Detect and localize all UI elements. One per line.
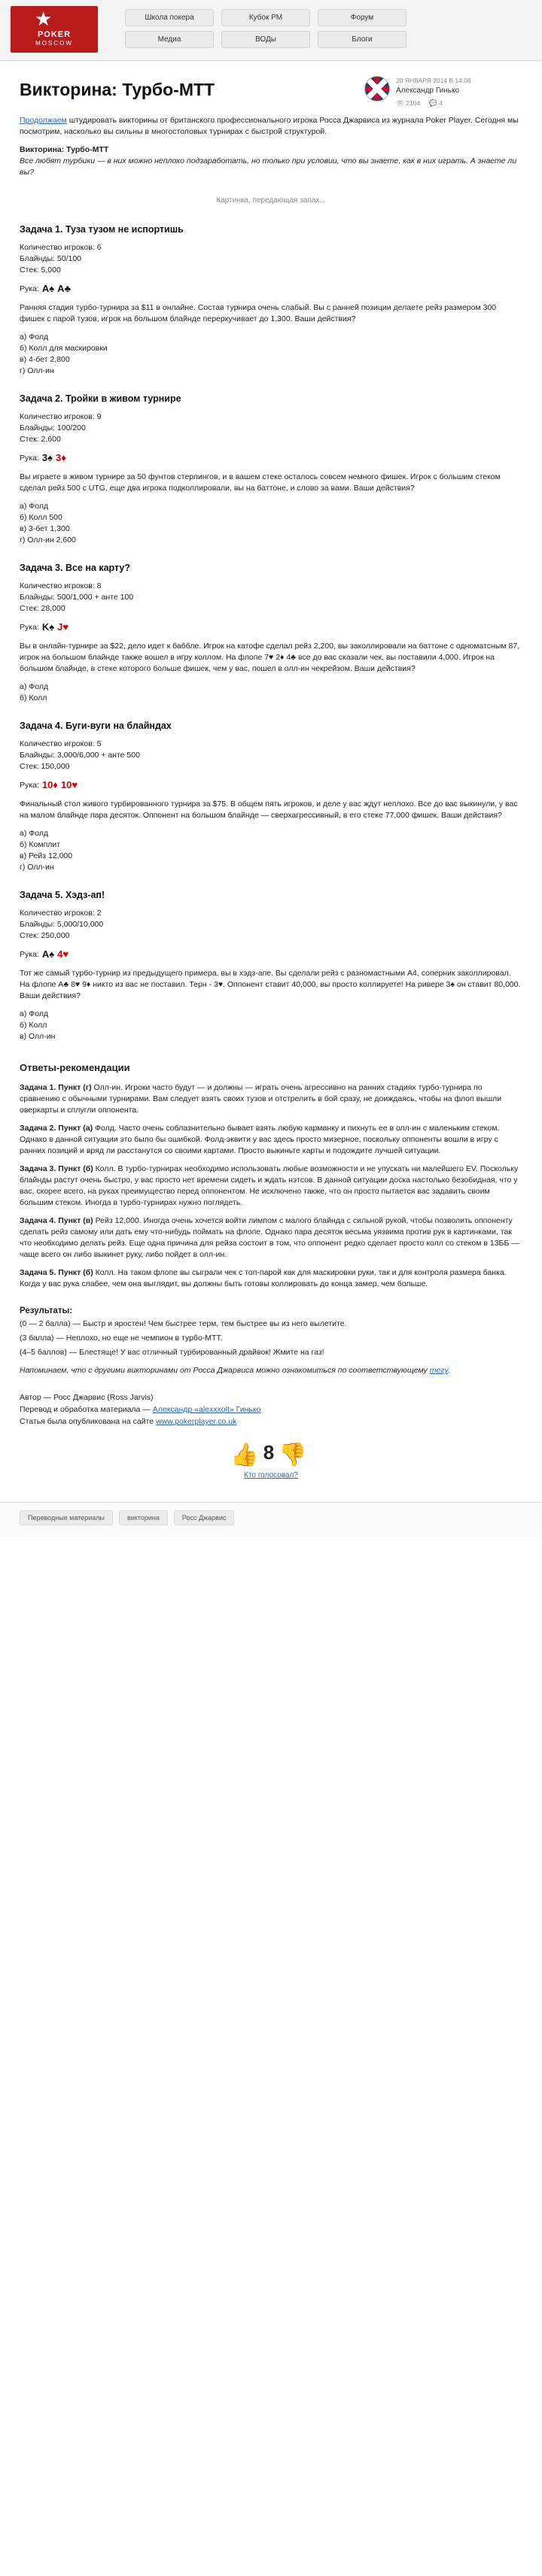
- task-4-stats: [20, 739, 522, 772]
- recommendation-5: [20, 1267, 522, 1290]
- task-5-answer-b[interactable]: б) Колл: [20, 1021, 47, 1030]
- thumbs-up-icon[interactable]: 👍: [230, 1443, 263, 1467]
- hand-label: Рука:: [20, 949, 39, 959]
- tag-ross-jarvis[interactable]: Росс Джарвис: [174, 1510, 235, 1525]
- recommendation-1-text: Олл-ин. Игроки часто будут — и должны — играть очень агрессивно на ранних стадиях турбо-турнира по сравнению с обычными турнирами. Вам следует взять своих тузов и отстрелить в бой сразу, не доиждаясь, чтобы на флоп вышли оверкарты и сплугли оппонента.: [20, 1083, 502, 1115]
- results-line-3: (4–5 баллов) — Блестяще! У вас отличный турбированный драйвок! Жмите на газ!: [20, 1348, 324, 1357]
- intro-text: штудировать викторины от британского профессионального игрока Росса Джарвиса из журнала Poker Player. Сегодня мы посмотрим, насколько вы сильны в многостоловых турнирах с быстрой структурой.: [20, 116, 519, 136]
- tag-translated[interactable]: Переводные материалы: [20, 1510, 113, 1525]
- thumbs-down-icon[interactable]: 👎: [279, 1443, 312, 1467]
- lead-text: Все любят турбики — в них можно неплохо подзаработать, но только при условии, что вы знаете, как в них играть. А знаете ли вы?: [20, 156, 517, 177]
- tag-link[interactable]: тегу: [429, 1366, 449, 1375]
- spacer: [20, 1487, 522, 1494]
- card-1: 3♠: [41, 452, 53, 463]
- task-5-stack: Стек: 250,000: [20, 931, 70, 940]
- nav-item-school[interactable]: Школа покера: [125, 9, 214, 26]
- task-3-hand: [20, 622, 522, 632]
- avatar[interactable]: [364, 76, 390, 102]
- recommendation-2-text: Фолд. Часто очень соблазнительно бывает взять любую карманку и пихнуть ее в олл-ин с маленьким стеком. Однако в данной ситуации это было бы ошибкой. Фолд-эквити у вас здесь просто мизерное, поскольку оппоненты вошли в игру с ранних позиций и вряд ли расстанутся со своими картами. Просто выкиньте карты и подождите лучшей ситуации.: [20, 1124, 500, 1155]
- results-line-1: (0 — 2 балла) — Быстр и яростен! Чем быстрее терм, тем быстрее вы из него вылетите.: [20, 1319, 347, 1328]
- task-4-hand: [20, 780, 522, 790]
- task-1-heading: Задача 1. Туза тузом не испортишь: [20, 224, 184, 235]
- card-1: A♠: [41, 283, 55, 294]
- task-4-stack: Стек: 150,000: [20, 762, 70, 771]
- credits-translation-label: Перевод и обработка материала —: [20, 1405, 153, 1414]
- recommendation-3: [20, 1164, 522, 1209]
- task-1-stack: Стек: 5,000: [20, 265, 61, 275]
- task-4-answer-d[interactable]: г) Олл-ин: [20, 863, 54, 872]
- recommendations-heading: Ответы-рекомендации: [20, 1062, 130, 1073]
- article-header: [20, 74, 522, 108]
- recommendation-1-title: Задача 1. Пункт (г): [20, 1083, 92, 1092]
- intro-paragraph: [20, 115, 522, 138]
- card-2: 10♥: [60, 779, 78, 790]
- lead-label: Викторина: Турбо-МТТ: [20, 145, 109, 154]
- vote-controls[interactable]: [20, 1441, 522, 1468]
- recommendation-2-title: Задача 2. Пункт (а): [20, 1124, 93, 1133]
- task-4-answer-b[interactable]: б) Комплит: [20, 840, 61, 849]
- nav-item-blogs[interactable]: Блоги: [318, 31, 406, 48]
- task-1-answers: [20, 332, 522, 377]
- main-nav: [125, 6, 406, 48]
- translator-link[interactable]: Александр «alexxxolt» Гинько: [152, 1405, 261, 1414]
- card-1: A♠: [41, 948, 55, 960]
- task-2-stats: [20, 411, 522, 445]
- task-2-scenario: Вы играете в живом турнире за 50 фунтов стерлингов, и в вашем стеке осталось совсем немного фишек. Игрок с большим стеком сделал рейз 500 с UTG, еще два игрока подколлировали, вы на баттоне, и слово за вами. Ваши действия?: [20, 472, 501, 493]
- lead-paragraph: [20, 144, 522, 178]
- task-1-answer-c[interactable]: в) 4-бет 2,800: [20, 355, 70, 364]
- nav-item-cup[interactable]: Кубок РМ: [221, 9, 310, 26]
- continue-link[interactable]: Продолжаем: [20, 116, 67, 125]
- hand-label: Рука:: [20, 453, 39, 463]
- card-2: 4♥: [57, 948, 69, 960]
- eye-icon: 👁: [396, 99, 404, 107]
- credits-author: Автор — Росс Джарвис (Ross Jarvis): [20, 1393, 154, 1402]
- credits-source: [20, 1415, 522, 1428]
- task-2-stack: Стек: 2,600: [20, 435, 61, 444]
- nav-item-forum[interactable]: Форум: [318, 9, 406, 26]
- site-header: [0, 0, 542, 61]
- task-4-blinds: Блайнды: 3,000/6,000 + анте 500: [20, 751, 140, 760]
- card-2: 3♦: [55, 452, 66, 463]
- image-caption: Картинка, передающая запах...: [216, 196, 326, 205]
- task-3-blinds: Блайнды: 500/1,000 + анте 100: [20, 593, 134, 602]
- credits-translation: [20, 1403, 522, 1415]
- credits-source-label: Статья была опубликована на сайте: [20, 1417, 157, 1426]
- task-1-hand: [20, 284, 522, 293]
- task-1-players: Количество игроков: 6: [20, 243, 102, 252]
- task-4-scenario: Финальный стол живого турбированного турнира за $75. В общем пять игроков, и деле у вас ждут неплохо. Все до вас выкинули, у вас на малом блайнде пара десяток. Оппонент на большом блайнде — сверхагрессивный, в его стеке 77,000 фишек. Ваши действия?: [20, 800, 518, 820]
- site-logo[interactable]: [11, 6, 98, 53]
- task-3-stack: Стек: 28,000: [20, 604, 65, 613]
- nav-item-media[interactable]: Медиа: [125, 31, 214, 48]
- tag-bar: [0, 1502, 542, 1537]
- task-2-heading: Задача 2. Тройки в живом турнире: [20, 393, 181, 404]
- task-4-players: Количество игроков: 5: [20, 739, 102, 748]
- card-1: 10♦: [41, 779, 58, 790]
- card-2: A♣: [57, 283, 72, 294]
- vote-box: [20, 1441, 522, 1479]
- task-3-heading: Задача 3. Все на карту?: [20, 563, 131, 573]
- recommendation-4: [20, 1215, 522, 1261]
- hand-label: Рука:: [20, 780, 39, 790]
- recommendation-5-text: Колл. На таком флопе вы сыграли чек с топ-парой как для маскировки руки, так и для контроля размера банка. Когда у вас рука слабее, чем она выглядит, вы должны быть готовы коллировать до конца замер, чем больше.: [20, 1268, 507, 1288]
- task-1-blinds: Блайнды: 50/100: [20, 254, 82, 263]
- task-4-answer-c[interactable]: в) Рейз 12,000: [20, 851, 73, 860]
- task-2-hand: [20, 453, 522, 463]
- task-1-stats: [20, 242, 522, 276]
- task-5-blinds: Блайнды: 5,000/10,000: [20, 920, 104, 929]
- comment-icon: 💬: [429, 99, 437, 107]
- recommendation-3-title: Задача 3. Пункт (б): [20, 1164, 93, 1173]
- task-1-answer-a[interactable]: а) Фолд: [20, 332, 49, 341]
- task-5-answers: [20, 1009, 522, 1042]
- task-3-stats: [20, 581, 522, 614]
- task-5-answer-c[interactable]: в) Олл-ин: [20, 1032, 56, 1041]
- card-2: J♥: [57, 621, 69, 633]
- task-1-answer-d[interactable]: г) Олл-ин: [20, 366, 54, 375]
- voters-link[interactable]: Кто голосовал?: [244, 1471, 298, 1479]
- task-2-answer-a[interactable]: а) Фолд: [20, 502, 49, 511]
- task-5-players: Количество игроков: 2: [20, 909, 102, 918]
- task-2-answer-d[interactable]: г) Олл-ин 2,600: [20, 536, 76, 545]
- task-4-answers: [20, 828, 522, 873]
- logo-main-text: POKER: [37, 30, 72, 39]
- task-3-answers: [20, 681, 522, 704]
- closing-suffix: .: [448, 1366, 450, 1375]
- task-4-heading: Задача 4. Буги-вуги на блайндах: [20, 721, 172, 731]
- hand-label: Рука:: [20, 284, 39, 293]
- logo-sub-text: MOSCOW: [35, 40, 73, 47]
- author-box: [364, 74, 522, 108]
- recommendation-2: [20, 1123, 522, 1157]
- task-5-hand: [20, 949, 522, 959]
- vote-count: 8: [263, 1441, 279, 1464]
- task-5-answer-a[interactable]: а) Фолд: [20, 1009, 49, 1018]
- task-5-stats: [20, 908, 522, 942]
- task-1-answer-b[interactable]: б) Колл для маскировки: [20, 344, 108, 353]
- page-title: Викторина: Турбо-МТТ: [20, 80, 215, 99]
- credits: [20, 1391, 522, 1428]
- closing-note: [20, 1365, 522, 1376]
- post-date: 20 ЯНВАРЯ 2014 В 14:06: [396, 77, 471, 84]
- results-heading: Результаты:: [20, 1306, 73, 1315]
- task-3-answer-a[interactable]: а) Фолд: [20, 682, 49, 691]
- article-content: [0, 61, 542, 1502]
- hand-label: Рука:: [20, 622, 39, 632]
- task-4-answer-a[interactable]: а) Фолд: [20, 829, 49, 838]
- author-name[interactable]: Александр Гинько: [396, 86, 460, 95]
- task-2-blinds: Блайнды: 100/200: [20, 423, 86, 432]
- view-count: 👁 2104: [396, 99, 421, 107]
- task-2-answer-c[interactable]: в) 3-бет 1,300: [20, 524, 70, 533]
- recommendation-5-title: Задача 5. Пункт (б): [20, 1268, 93, 1277]
- task-2-answers: [20, 501, 522, 546]
- recommendation-4-text: Рейз 12,000. Иногда очень хочется войти лимпом с малого блайнда с сильной рукой, чтобы позволить оппоненту сделать рейз самому или дать ему что-нибудь поймать на флопе. Однако пара десяток весьма уязвима против рук в картинками, так что необходимо делать рейз. Еще одна причина для рейза состоит в том, что оппонент редко сделает просто колл со стеком в 13ББ — чаще всего он либо выкинет руку, либо пойдет в олл-ин.: [20, 1216, 519, 1259]
- comment-count: 💬 4: [429, 99, 443, 107]
- task-3-players: Количество игроков: 8: [20, 581, 102, 590]
- recommendation-3-text: Колл. В турбо-турнирах необходимо использовать любые возможности и не упускать ни малейшего EV. Поскольку блайнды растут очень быстро, у вас просто нет времени сидеть и ждать нэтсов. В данной ситуации доска настолько безобидная, что у вас, скорее всего, на руках преимущество перед оппонентом. Не исключено также, что он просто пытается вас задавить своим большим стеком. Иногда в турбо-турнирах нужно поглядеть.: [20, 1164, 519, 1207]
- task-1-scenario: Ранняя стадия турбо-турнира за $11 в онлайне. Состав турнира очень слабый. Вы с ранней позиции делаете рейз размером 300 фишек с парой тузов, игрок на большом блайнде переркучивает до 1,300. Ваши действия?: [20, 303, 497, 323]
- task-5-heading: Задача 5. Хэдз-ап!: [20, 890, 105, 900]
- card-1: K♠: [41, 621, 55, 633]
- source-link[interactable]: www.pokerplayer.co.uk: [156, 1417, 237, 1426]
- task-3-scenario: Вы в онлайн-турнире за $22, дело идет к баббле. Игрок на катофе сделал рейз 2,200, вы заколлировали на баттоне с одноматсным 87, игрок на большом блайнде также вошел в игру коллом. На флопе 7♥ 2♦ 4♣ все до вас сказали чек, вы поставили 4,000. Игрок на большом блайнде, в стеке которого больше фишек, чем у вас, пошел в олл-ин чекрейзом. Ваши действия?: [20, 642, 520, 673]
- task-3-answer-b[interactable]: б) Колл: [20, 693, 47, 702]
- closing-prefix: Напоминаем, что с другими викторинами от Росса Джарвиса можно ознакомиться по соответствующему: [20, 1366, 430, 1375]
- recommendation-1: [20, 1082, 522, 1116]
- tag-quiz[interactable]: викторина: [119, 1510, 168, 1525]
- nav-item-vod[interactable]: ВОДы: [221, 31, 310, 48]
- task-5-scenario: Тот же самый турбо-турнир из предыдущего примера, вы в хэдз-апе. Вы сделали рейз с разномастными A4, соперник заколлировал. На флопе A♣ 8♥ 9♦ никто из вас не поставил. Терн - 3♥. Оппонент ставит 40,000, вы просто коллируете! На ривере 3♠ он ставит 80,000. Ваши действия?: [20, 969, 521, 1000]
- recommendation-4-title: Задача 4. Пункт (в): [20, 1216, 93, 1225]
- results-line-2: (3 балла) — Неплохо, но еще не чемпион в турбо-МТТ.: [20, 1334, 223, 1343]
- task-2-answer-b[interactable]: б) Колл 500: [20, 513, 62, 522]
- task-2-players: Количество игроков: 9: [20, 412, 102, 421]
